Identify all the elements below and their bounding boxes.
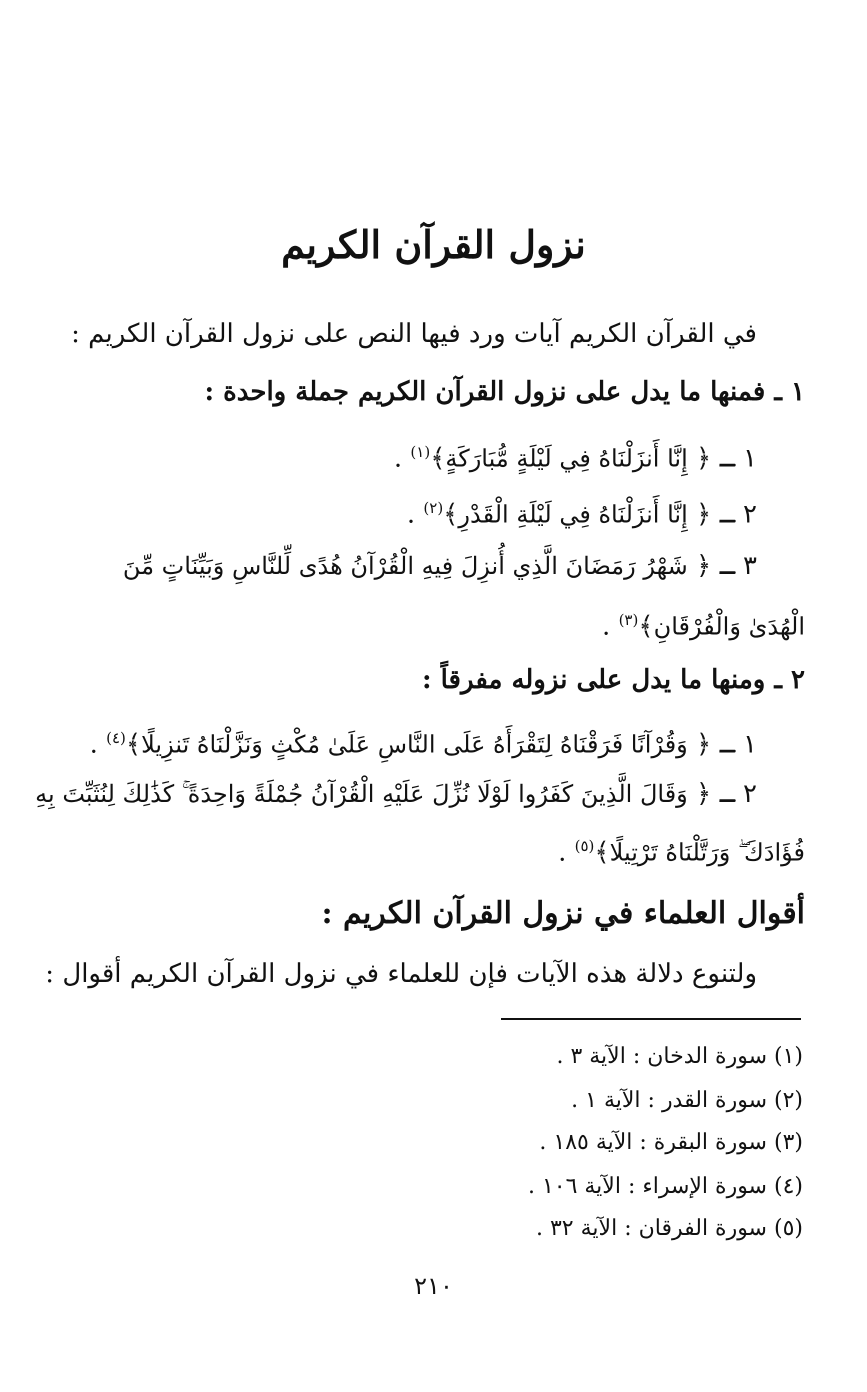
section2-verse-2-line2 bbox=[40, 826, 805, 873]
scholars-heading: أقوال العلماء في نزول القرآن الكريم : bbox=[321, 896, 805, 931]
footnote-ref: (١) bbox=[410, 443, 431, 461]
page-title: نزول القرآن الكريم bbox=[281, 222, 586, 267]
verse-text: إِنَّا أَنزَلْنَاهُ فِي لَيْلَةٍ مُّبَارَكَةٍ bbox=[445, 444, 688, 473]
footnote-ref: (٥) bbox=[574, 837, 595, 855]
verse-text: وَقُرْآنًا فَرَقْنَاهُ لِتَقْرَأَهُ عَلَى النَّاسِ عَلَىٰ مُكْثٍ وَنَزَّلْنَاهُ تَنزِيلًا bbox=[141, 730, 688, 759]
close-bracket: ﴾ bbox=[594, 837, 610, 868]
close-bracket: ﴾ bbox=[638, 611, 654, 642]
footnote-ref: (٣) bbox=[618, 611, 639, 629]
close-bracket: ﴾ bbox=[430, 443, 446, 474]
open-bracket: ﴿ bbox=[696, 551, 712, 581]
verse-text: وَقَالَ الَّذِينَ كَفَرُوا لَوْلَا نُزِّلَ عَلَيْهِ الْقُرْآنُ جُمْلَةً وَاحِدَةً ۚ كَذَٰلِكَ لِنُثَبِّتَ بِهِ bbox=[35, 780, 688, 808]
section1-verse-2 bbox=[40, 488, 757, 535]
close-bracket: ﴾ bbox=[125, 729, 142, 760]
footnote-2: (٢) سورة القدر : الآية ١ . bbox=[571, 1088, 803, 1113]
open-bracket: ﴿ bbox=[696, 729, 712, 760]
footnote-ref: (٤) bbox=[106, 729, 126, 747]
section2-verse-2-line1 bbox=[35, 774, 757, 814]
footnote-ref: (٢) bbox=[423, 499, 444, 517]
verse-end: . bbox=[393, 443, 403, 474]
verse-text: إِنَّا أَنزَلْنَاهُ فِي لَيْلَةِ الْقَدْرِ bbox=[458, 500, 688, 529]
verse-number: ١ ـ bbox=[719, 729, 757, 760]
scholars-paragraph: ولتنوع دلالة هذه الآيات فإن للعلماء في نزول القرآن الكريم أقوال : bbox=[45, 959, 757, 989]
section1-verse-1 bbox=[40, 432, 757, 479]
footnote-5: (٥) سورة الفرقان : الآية ٣٢ . bbox=[535, 1216, 803, 1241]
verse-end: . bbox=[89, 729, 98, 760]
section1-verse-3-line1 bbox=[40, 546, 757, 586]
verse-text: فُؤَادَكَ ۖ وَرَتَّلْنَاهُ تَرْتِيلًا bbox=[609, 838, 805, 867]
verse-end: . bbox=[602, 611, 611, 642]
verse-text: الْهُدَىٰ وَالْفُرْقَانِ bbox=[653, 612, 805, 641]
verse-number: ١ ـ bbox=[719, 443, 757, 474]
open-bracket: ﴿ bbox=[696, 499, 712, 530]
intro-paragraph: في القرآن الكريم آيات ورد فيها النص على نزول القرآن الكريم : bbox=[71, 319, 757, 349]
verse-end: . bbox=[406, 499, 416, 530]
open-bracket: ﴿ bbox=[696, 779, 712, 809]
footnote-1: (١) سورة الدخان : الآية ٣ . bbox=[556, 1044, 803, 1069]
section1-verse-3-line2 bbox=[40, 600, 805, 647]
verse-number: ٣ ـ bbox=[719, 551, 757, 581]
verse-number: ٢ ـ bbox=[719, 499, 757, 530]
footnote-divider bbox=[501, 1018, 801, 1020]
footnote-3: (٣) سورة البقرة : الآية ١٨٥ . bbox=[539, 1130, 803, 1155]
verse-number: ٢ ـ bbox=[719, 779, 757, 809]
page-number: ٢١٠ bbox=[414, 1272, 453, 1300]
footnote-4: (٤) سورة الإسراء : الآية ١٠٦ . bbox=[527, 1174, 803, 1199]
verse-text: شَهْرُ رَمَضَانَ الَّذِي أُنزِلَ فِيهِ الْقُرْآنُ هُدًى لِّلنَّاسِ وَبَيِّنَاتٍ مِّنَ bbox=[122, 552, 688, 580]
section2-verse-1 bbox=[40, 718, 757, 765]
open-bracket: ﴿ bbox=[696, 443, 712, 474]
section2-heading: ٢ ـ ومنها ما يدل على نزوله مفرقاً : bbox=[421, 665, 805, 695]
verse-end: . bbox=[558, 837, 567, 868]
close-bracket: ﴾ bbox=[443, 499, 459, 530]
section1-heading: ١ ـ فمنها ما يدل على نزول القرآن الكريم جملة واحدة : bbox=[204, 377, 805, 407]
